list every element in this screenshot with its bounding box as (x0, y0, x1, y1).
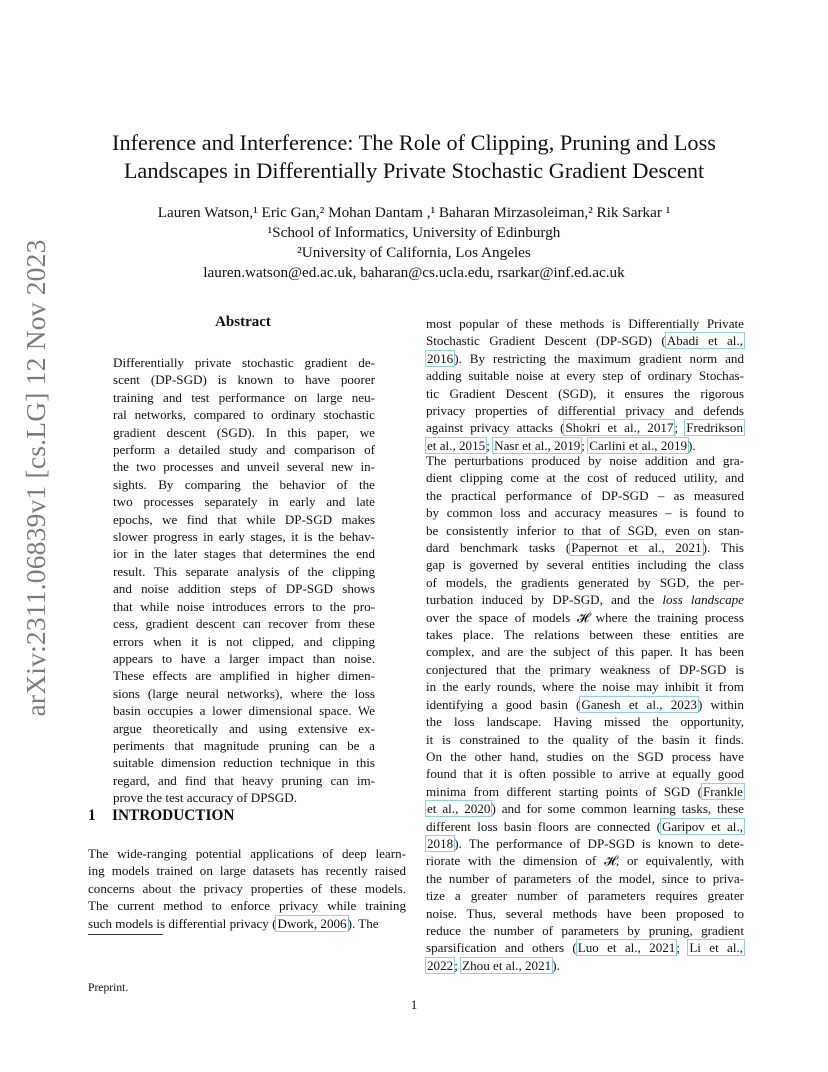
text-line: noise. Thus, several methods have been proposed to (426, 905, 744, 921)
column2-paragraph-2 (426, 452, 744, 974)
author-names: Lauren Watson,¹ Eric Gan,² Mohan Dantam ,¹ Baharan Mirzasoleiman,² Rik Sarkar ¹ (157, 204, 671, 221)
text-line: ral networks, compared to ordinary stochastic (113, 407, 375, 423)
text-line (426, 835, 744, 852)
citation-link[interactable]: Shokri et al., 2017 (565, 420, 674, 436)
text-line: regard, and find that heavy pruning can im- (113, 772, 375, 788)
text-line: sights. By comparing the behavior of the (113, 476, 375, 492)
text-line: reduce the number of parameters by pruning, gradient (426, 922, 744, 938)
text-line (426, 783, 744, 800)
text-fragment: sparsification and others ( (426, 940, 577, 956)
text-line: two processes separately in early and late (113, 494, 375, 510)
citation-link[interactable]: 2018 (427, 835, 454, 851)
text-line: the practical performance of DP-SGD – as measured (426, 487, 744, 503)
text-line: in the early rounds, where the noise may inhibit it from (426, 679, 744, 695)
text-fragment: against privacy attacks ( (426, 420, 565, 436)
citation-link[interactable]: Nasr et al., 2019 (494, 437, 581, 453)
text-line: conjectured that the primary weakness of DP-SGD is (426, 661, 744, 677)
text-line: The perturbations produced by noise addition and gra- (426, 453, 744, 468)
text-line (426, 818, 744, 835)
text-line: The current method to enforce privacy while training (88, 898, 406, 914)
text-line: it is constrained to the quality of the basin it finds. (426, 731, 744, 747)
text-fragment: dard benchmark tasks ( (426, 540, 571, 556)
text-fragment: ). By restricting the maximum gradient norm and (454, 350, 744, 366)
text-line: basin occupies a lower dimensional space. We (113, 703, 375, 719)
text-line: periments that magnitude pruning can be a (113, 737, 375, 753)
text-line: the number of parameters of the model, since to priva- (426, 870, 744, 886)
affiliation: ²University of California, Los Angeles (297, 244, 531, 261)
citation-link[interactable]: Papernot et al., 2021 (571, 540, 702, 556)
text-fragment: such models is differential privacy ( (88, 915, 277, 931)
text-fragment: ). The performance of DP-SGD is known to dete- (454, 835, 744, 851)
text-line: ing models trained on large datasets has recently raised (88, 863, 406, 879)
text-line: and noise addition steps of DP-SGD shows (113, 581, 375, 597)
text-line: takes place. The relations between these entities are (426, 627, 744, 643)
text-line: most popular of these methods is Differentially Private (426, 316, 744, 331)
text-line (426, 591, 744, 608)
text-line: tize a greater number of parameters requires greater (426, 888, 744, 904)
citation-link[interactable]: et al., 2020 (427, 801, 491, 817)
text-line: privacy properties of differential privacy and defends (426, 403, 744, 419)
introduction-paragraph (88, 845, 406, 932)
text-fragment: Stochastic Gradient Descent (DP-SGD) ( (426, 333, 666, 349)
text-line: against privacy attacks (Shokri et al., 2017; Fredrikson (426, 420, 743, 436)
text-line: tic Gradient Descent (SGD), it ensures the rigorous (426, 385, 744, 401)
section-title: INTRODUCTION (112, 807, 235, 824)
footnote-text: Preprint. (88, 981, 129, 994)
abstract-body (113, 354, 375, 807)
text-line: These effects are amplified in higher dimen- (113, 668, 375, 684)
citation-link[interactable]: Dwork, 2006 (277, 915, 347, 931)
text-line: the two processes and unveil several new in- (113, 459, 375, 475)
title-line: Landscapes in Differentially Private Stochastic Gradient Descent (123, 158, 705, 183)
column2-paragraph-1 (426, 315, 744, 454)
text-line: perform a detailed study and comparison of (113, 442, 375, 458)
text-line: training and test performance on large neu- (113, 389, 375, 405)
citation-link[interactable]: Garipov et al., (661, 818, 743, 834)
text-fragment: ). The (347, 915, 379, 931)
text-line: concerns about the privacy properties of these models. (88, 880, 406, 896)
text-line (88, 915, 406, 932)
section-number: 1 (88, 807, 96, 824)
text-line: epochs, we find that while DP-SGD makes (113, 511, 375, 527)
abstract-heading: Abstract (215, 314, 271, 330)
text-line (426, 800, 744, 817)
text-line: errors when it is not clipped, and clipping (113, 633, 375, 649)
text-line: found that it is often possible to arrive at equally good (426, 766, 744, 782)
citation-link[interactable]: Zhou et al., 2021 (462, 957, 552, 973)
citation-link[interactable]: Luo et al., 2021 (577, 940, 676, 956)
text-fragment: turbation induced by DP-SGD, and the (426, 592, 663, 608)
text-line: cess, gradient descent can recover from these (113, 616, 375, 632)
text-line: prove the test accuracy of DPSGD. (113, 790, 297, 806)
text-fragment: ). (688, 437, 696, 453)
text-line: ior in the later stages that determines the end (113, 546, 375, 562)
text-fragment: minima from different starting points of SGD ( (426, 783, 702, 799)
text-fragment: ). This (702, 540, 744, 556)
text-line: over the space of models 𝓗 where the training process (426, 609, 744, 625)
text-line (426, 332, 744, 349)
text-line: slower progress in early stages, it is the behav- (113, 529, 375, 545)
citation-link[interactable]: 2016 (427, 350, 454, 366)
text-line (426, 696, 744, 713)
text-line: The wide-ranging potential applications of deep learn- (88, 846, 406, 861)
text-line (426, 539, 744, 556)
text-line: suitable dimension reduction technique in this (113, 755, 375, 771)
text-line: Differentially private stochastic gradient de- (113, 355, 375, 370)
text-line: adding suitable noise at every step of ordinary Stochas- (426, 368, 744, 384)
text-line: gap is governed by several entities including the class (426, 557, 744, 573)
citation-link[interactable]: Frankle (703, 783, 743, 799)
section-heading (88, 807, 234, 825)
citation-link[interactable]: Li et al., (689, 940, 744, 956)
emphasis-text: loss landscape (662, 592, 744, 608)
text-line: scent (DP-SGD) is known to have poorer (113, 372, 375, 388)
page-number: 1 (410, 997, 418, 1012)
text-line: 2022; Zhou et al., 2021). (427, 957, 560, 973)
text-line: riorate with the dimension of 𝓗, or equivalently, with (426, 853, 744, 869)
text-line: sparsification and others (Luo et al., 2021; Li et al., (426, 940, 744, 956)
author-emails: lauren.watson@ed.ac.uk, baharan@cs.ucla.edu, rsarkar@inf.ed.ac.uk (203, 264, 625, 281)
affiliation: ¹School of Informatics, University of Edinburgh (267, 224, 561, 241)
text-line: be consistently inferior to that of SGD, even on stan- (426, 522, 744, 538)
author-block (60, 203, 768, 283)
text-fragment: ) and for some common learning tasks, these (491, 801, 744, 817)
text-line: gradient descent (SGD). In this paper, we (113, 424, 375, 440)
text-line: et al., 2015; Nasr et al., 2019; Carlini et al., 2019). (427, 437, 696, 453)
text-fragment: ). (552, 957, 560, 973)
footnote-rule (88, 934, 163, 935)
text-fragment: different loss basin floors are connected ( (426, 818, 661, 834)
text-line (426, 350, 744, 367)
citation-link[interactable]: Ganesh et al., 2023 (581, 696, 697, 712)
text-fragment: identifying a good basin ( (426, 696, 581, 712)
arxiv-identifier: arXiv:2311.06839v1 [cs.LG] 12 Nov 2023 (20, 239, 51, 717)
text-line: of models, the gradients generated by SGD, the per- (426, 574, 744, 590)
text-line: On the other hand, studies on the SGD process have (426, 748, 744, 764)
text-line: appears to have a larger impact than noise. (113, 650, 375, 666)
citation-link[interactable]: Abadi et al., (666, 333, 743, 349)
text-line: sions (large neural networks), where the loss (113, 685, 375, 701)
text-fragment: ) within (697, 696, 744, 712)
text-line: by common loss and accuracy measures – is found to (426, 505, 744, 521)
title-line: Inference and Interference: The Role of Clipping, Pruning and Loss (112, 130, 716, 155)
text-line: the loss landscape. Having missed the opportunity, (426, 714, 744, 730)
text-line: argue theoretically and using extensive ex- (113, 720, 375, 736)
citation-link[interactable]: et al., 2015 (427, 437, 486, 453)
citation-link[interactable]: Fredrikson (686, 420, 743, 436)
paper-title (60, 129, 768, 185)
text-line: dient clipping come at the cost of reduced utility, and (426, 470, 744, 486)
citation-link[interactable]: 2022 (427, 957, 454, 973)
text-line: that while noise introduces errors to the pro- (113, 598, 375, 614)
citation-link[interactable]: Carlini et al., 2019 (589, 437, 688, 453)
text-line: result. This separate analysis of the clipping (113, 563, 375, 579)
text-line: complex, and are the subject of this paper. It has been (426, 644, 744, 660)
